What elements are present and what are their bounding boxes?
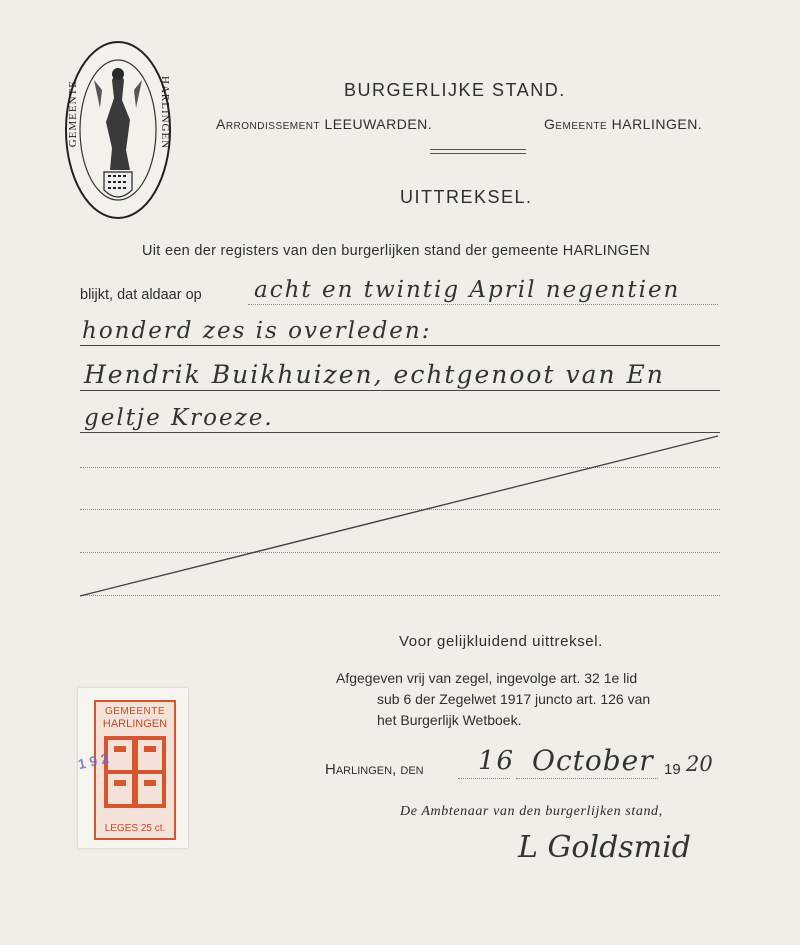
line1-print: blijkt, dat aldaar op	[80, 287, 202, 303]
year-suffix-handwriting: 20	[686, 752, 713, 776]
document-title: UITTREKSEL.	[400, 187, 533, 207]
year-prefix: 19	[664, 761, 681, 778]
ambtenaar-text: De Ambtenaar van den burgerlijken stand,	[400, 804, 663, 819]
signature: L Goldsmid	[518, 830, 691, 865]
legal-stamp	[78, 688, 188, 848]
header-title: BURGERLIJKE STAND.	[344, 80, 566, 100]
header-arrondissement: Arrondissement LEEUWARDEN.	[216, 116, 433, 132]
month-rule	[516, 778, 658, 779]
header-gemeente: Gemeente HARLINGEN.	[544, 116, 703, 132]
afgegeven-line-3: het Burgerlijk Wetboek.	[377, 712, 522, 728]
day-rule	[458, 778, 510, 779]
day-handwriting: 16	[478, 746, 516, 776]
afgegeven-line-1: Afgegeven vrij van zegel, ingevolge art. 32 1e lid	[336, 670, 638, 686]
line3-handwriting: Hendrik Buikhuizen, echtgenoot van En	[84, 360, 665, 389]
seal-label-right: HARLINGEN	[159, 76, 171, 150]
month-handwriting: October	[532, 744, 654, 777]
intro-text: Uit een der registers van den burgerlijken stand der gemeente HARLINGEN	[142, 243, 651, 259]
line2-handwriting: honderd zes is overleden:	[82, 318, 432, 344]
voor-text: Voor gelijkluidend uittreksel.	[399, 633, 603, 650]
line1-handwriting: acht en twintig April negentien	[254, 277, 681, 303]
stamp-line-1: GEMEENTE	[104, 706, 166, 717]
stamp-legal-text: LEGES 25 ct.	[104, 823, 166, 834]
seal-label-left: GEMEENTE	[67, 80, 79, 148]
place-label: Harlingen, den	[325, 761, 424, 778]
afgegeven-line-2: sub 6 der Zegelwet 1917 juncto art. 126 van	[377, 691, 651, 707]
purple-overstamp: 1 9 2	[76, 750, 111, 773]
line4-handwriting: geltje Kroeze.	[84, 405, 274, 431]
stamp-line-2: HARLINGEN	[102, 718, 168, 730]
